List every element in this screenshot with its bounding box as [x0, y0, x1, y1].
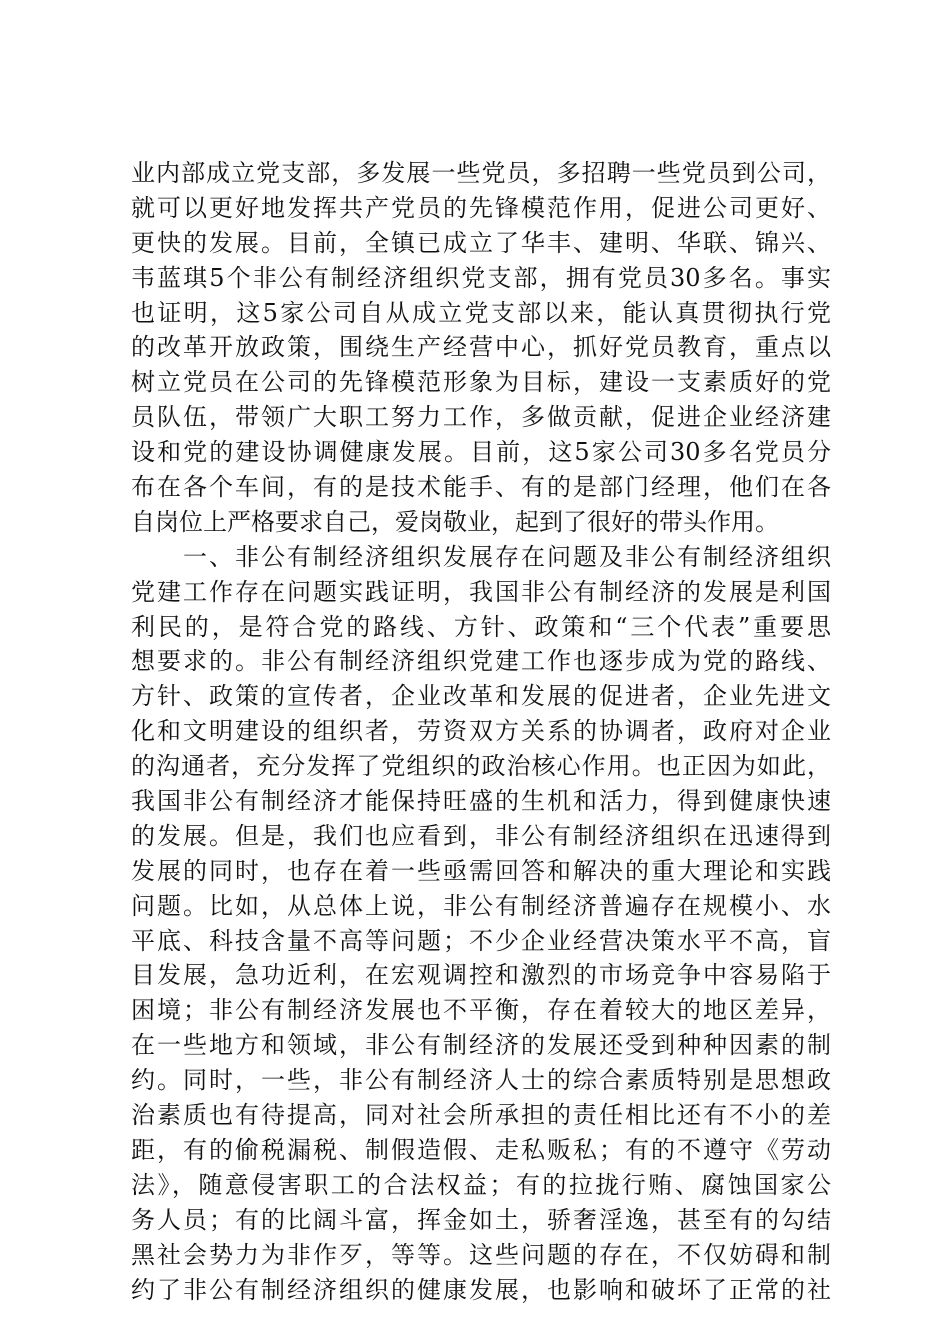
- text-line: 平底、科技含量不高等问题；不少企业经营决策水平不高，盲: [131, 926, 831, 955]
- text-line: 树立党员在公司的先锋模范形象为目标，建设一支素质好的党: [131, 368, 831, 397]
- text-line: 在一些地方和领域，非公有制经济的发展还受到种种因素的制: [131, 1031, 831, 1060]
- text-line: 问题。比如，从总体上说，非公有制经济普遍存在规模小、水: [131, 891, 831, 920]
- text-line: 员队伍，带领广大职工努力工作，多做贡献，促进企业经济建: [131, 403, 831, 432]
- text-line: 也证明，这5家公司自从成立党支部以来，能认真贯彻执行党: [131, 298, 831, 327]
- text-line: 的沟通者，充分发挥了党组织的政治核心作用。也正因为如此，: [131, 752, 831, 781]
- text-line: 困境；非公有制经济发展也不平衡，存在着较大的地区差异，: [131, 996, 831, 1025]
- text-line: 布在各个车间，有的是技术能手、有的是部门经理，他们在各: [131, 473, 831, 502]
- text-line: 方针、政策的宣传者，企业改革和发展的促进者，企业先进文: [131, 682, 831, 711]
- text-line: 设和党的建设协调健康发展。目前，这5家公司30多名党员分: [131, 438, 831, 467]
- text-line: 距，有的偷税漏税、制假造假、走私贩私；有的不遵守《劳动: [131, 1135, 831, 1164]
- text-line: 化和文明建设的组织者，劳资双方关系的协调者，政府对企业: [131, 717, 831, 746]
- text-line: 务人员；有的比阔斗富，挥金如土，骄奢淫逸，甚至有的勾结: [131, 1205, 831, 1234]
- text-line: 约了非公有制经济组织的健康发展，也影响和破坏了正常的社: [131, 1275, 831, 1304]
- text-line: 业内部成立党支部，多发展一些党员，多招聘一些党员到公司，: [131, 159, 831, 187]
- text-line: 韦蓝琪5个非公有制经济组织党支部，拥有党员30多名。事实: [131, 263, 831, 292]
- text-line: 就可以更好地发挥共产党员的先锋模范作用，促进公司更好、: [131, 193, 831, 222]
- text-line: 发展的同时，也存在着一些亟需回答和解决的重大理论和实践: [131, 856, 831, 885]
- section-heading-line: 一、非公有制经济组织发展存在问题及非公有制经济组织: [131, 542, 831, 571]
- text-line: 自岗位上严格要求自己，爱岗敬业，起到了很好的带头作用。: [131, 507, 779, 536]
- text-line: 的改革开放政策，围绕生产经营中心，抓好党员教育，重点以: [131, 333, 831, 362]
- text-line: 约。同时，一些，非公有制经济人士的综合素质特别是思想政: [131, 1066, 831, 1095]
- text-line: 治素质也有待提高，同对社会所承担的责任相比还有不小的差: [131, 1101, 831, 1130]
- text-line: 我国非公有制经济才能保持旺盛的生机和活力，得到健康快速: [131, 787, 831, 816]
- text-line: 更快的发展。目前，全镇已成立了华丰、建明、华联、锦兴、: [131, 228, 831, 257]
- text-line: 目发展，急功近利，在宏观调控和激烈的市场竞争中容易陷于: [131, 961, 831, 990]
- text-line: 黑社会势力为非作歹，等等。这些问题的存在，不仅妨碍和制: [131, 1240, 831, 1269]
- body-text: [131, 156, 831, 1307]
- text-line: 党建工作存在问题实践证明，我国非公有制经济的发展是利国: [131, 577, 831, 606]
- text-line: 的发展。但是，我们也应看到，非公有制经济组织在迅速得到: [131, 821, 831, 850]
- text-line: 法》，随意侵害职工的合法权益；有的拉拢行贿、腐蚀国家公: [131, 1170, 831, 1199]
- text-line: 想要求的。非公有制经济组织党建工作也逐步成为党的路线、: [131, 647, 831, 676]
- text-line: 利民的，是符合党的路线、方针、政策和“三个代表”重要思: [131, 612, 831, 641]
